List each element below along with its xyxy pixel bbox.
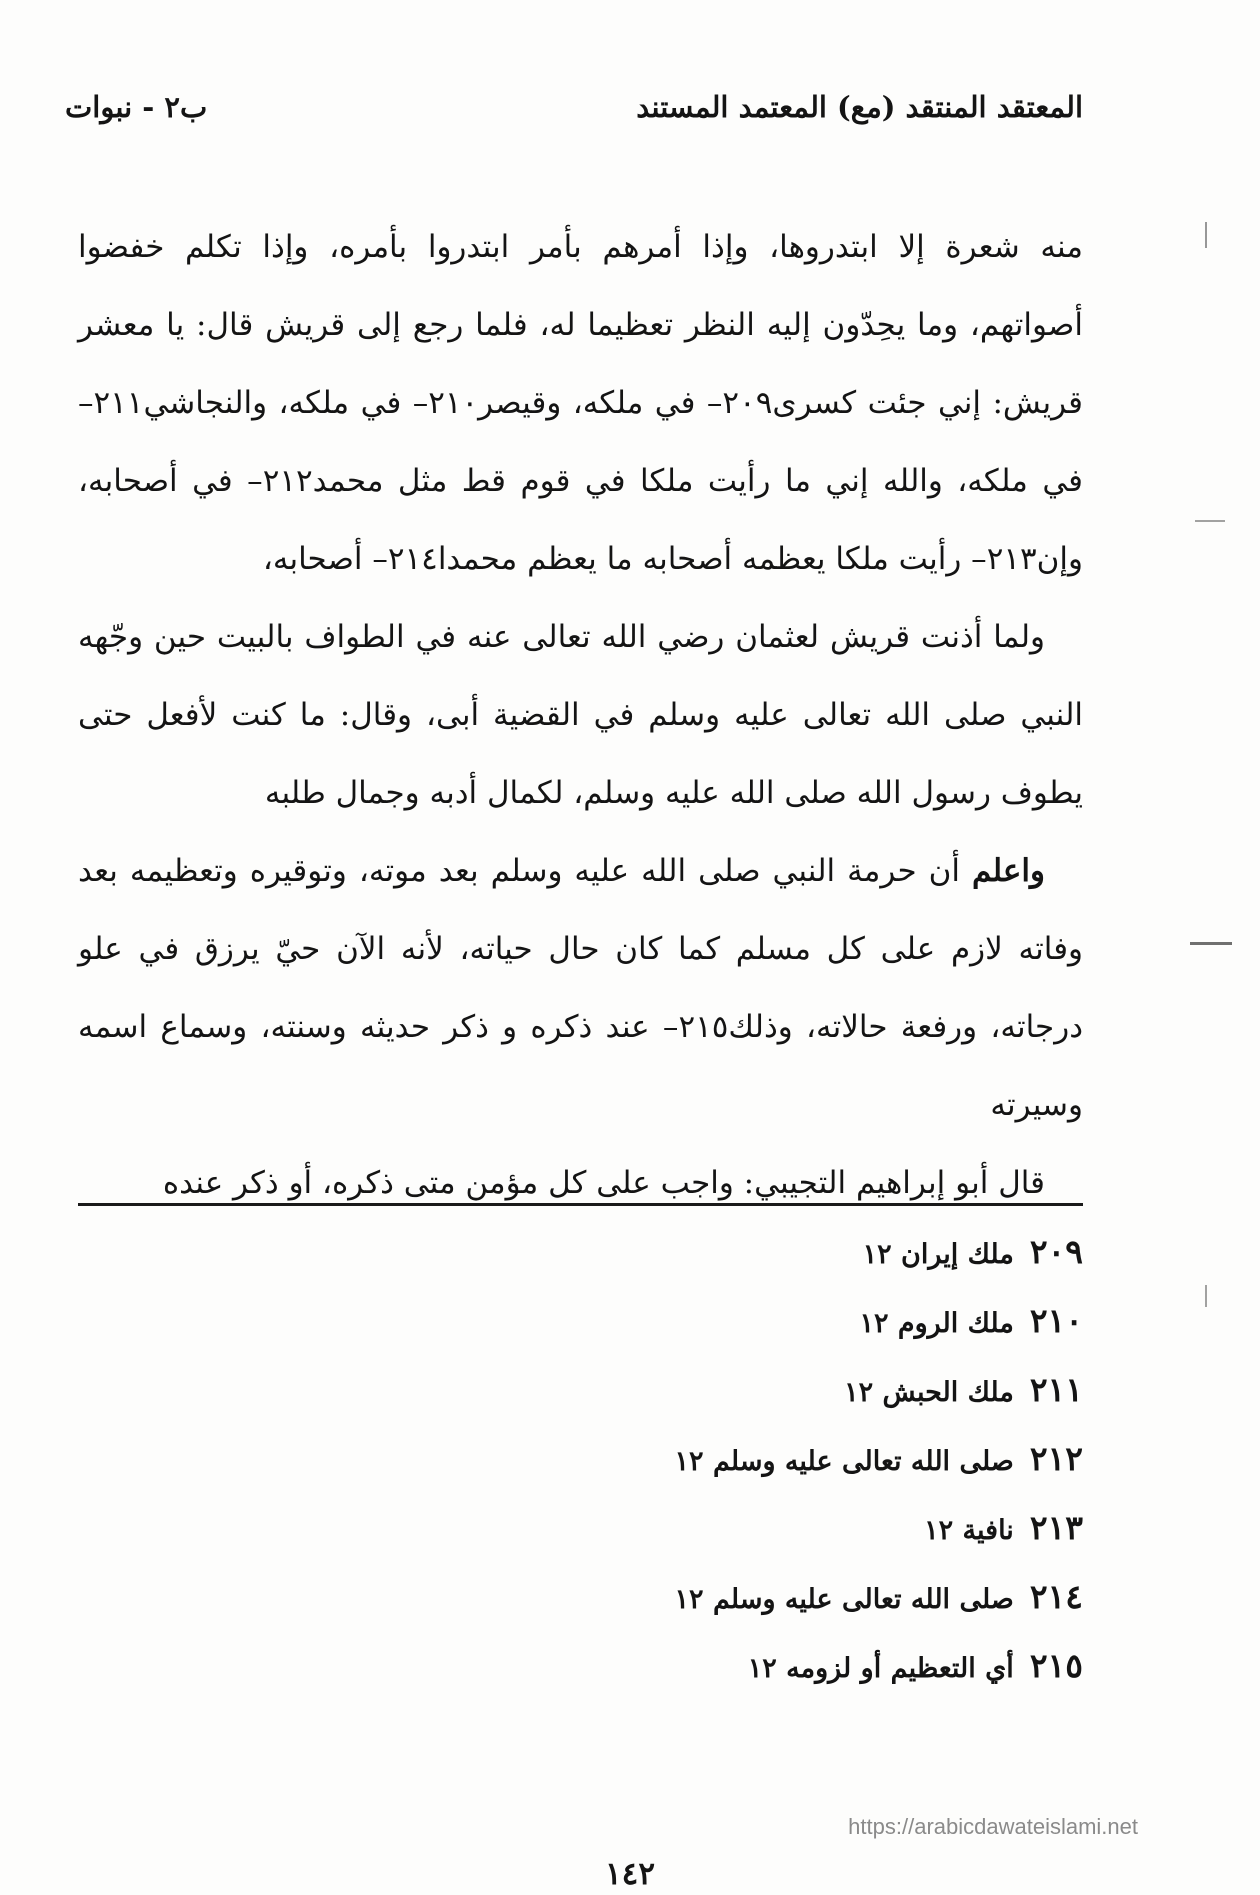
footnote-text: صلى الله تعالى عليه وسلم ١٢ — [674, 1584, 1014, 1615]
main-text — [78, 208, 1083, 1222]
section-label: ب٢ - نبوات — [65, 90, 208, 124]
footnote-text: ملك الروم ١٢ — [859, 1308, 1014, 1339]
footnote — [78, 1646, 1083, 1715]
footnote-number: ٢١١ — [1029, 1370, 1083, 1409]
footnote-separator — [78, 1203, 1083, 1206]
footnote-number: ٢٠٩ — [1029, 1232, 1083, 1271]
footnote-number: ٢١٢ — [1029, 1439, 1083, 1478]
paragraph-3-text: أن حرمة النبي صلى الله عليه وسلم بعد موته، وتوقيره وتعظيمه بعد وفاته لازم على كل مسلم كما كان حال حياته، لأنه الآن حيّ يرزق في علو درجاته، ورفعة حالاته، وذلك٢١٥– عند ذكره و ذكر حديثه وسنته، وسماع اسمه وسيرته — [78, 853, 1084, 1123]
page-number: ١٤٢ — [605, 1856, 655, 1892]
footnote — [78, 1232, 1083, 1301]
footnote-text: ملك إيران ١٢ — [862, 1239, 1014, 1270]
footnote — [78, 1577, 1083, 1646]
book-title: المعتقد المنتقد (مع) المعتمد المستند — [636, 90, 1083, 124]
running-header — [65, 82, 1083, 132]
footnote-number: ٢١٥ — [1029, 1646, 1083, 1685]
footnote-text: ملك الحبش ١٢ — [844, 1377, 1014, 1408]
scan-artifact — [1205, 1285, 1207, 1307]
paragraph-1: منه شعرة إلا ابتدروها، وإذا أمرهم بأمر ابتدروا بأمره، وإذا تكلم خفضوا أصواتهم، وما يحِدّون إليه النظر تعظيما له، فلما رجع إلى قريش قال: يا معشر قريش: إني جئت كسرى٢٠٩– في ملكه، وقيصر٢١٠– في ملكه، والنجاشي٢١١– في ملكه، والله إني ما رأيت ملكا في قوم قط مثل محمد٢١٢– في أصحابه، وإن٢١٣– رأيت ملكا يعظمه أصحابه ما يعظم محمدا٢١٤– أصحابه، — [78, 229, 1084, 577]
footnote — [78, 1370, 1083, 1439]
footnotes — [78, 1232, 1083, 1715]
paragraph-2: ولما أذنت قريش لعثمان رضي الله تعالى عنه في الطواف بالبيت حين وجّهه النبي صلى الله تعالى عليه وسلم في القضية أبى، وقال: ما كنت لأفعل حتى يطوف رسول الله صلى الله عليه وسلم، لكمال أدبه وجمال طلبه — [78, 619, 1083, 811]
scan-artifact — [1195, 520, 1225, 522]
footnote-number: ٢١٠ — [1029, 1301, 1083, 1340]
footnote — [78, 1508, 1083, 1577]
footnote-text: صلى الله تعالى عليه وسلم ١٢ — [674, 1446, 1014, 1477]
scan-artifact — [1205, 222, 1207, 248]
watermark-url: https://arabicdawateislami.net — [848, 1814, 1138, 1839]
scan-artifact — [1190, 942, 1232, 945]
footnote-number: ٢١٣ — [1029, 1508, 1083, 1547]
footnote-text: أي التعظيم أو لزومه ١٢ — [747, 1653, 1014, 1684]
paragraph-3 — [78, 832, 1083, 1144]
paragraph-4: قال أبو إبراهيم التجيبي: واجب على كل مؤمن متى ذكره، أو ذكر عنده — [162, 1165, 1045, 1201]
paragraph-3-lead: واعلم — [972, 853, 1045, 889]
footnote — [78, 1439, 1083, 1508]
footnote-number: ٢١٤ — [1029, 1577, 1083, 1616]
footnote — [78, 1301, 1083, 1370]
footnote-text: نافية ١٢ — [924, 1515, 1014, 1546]
